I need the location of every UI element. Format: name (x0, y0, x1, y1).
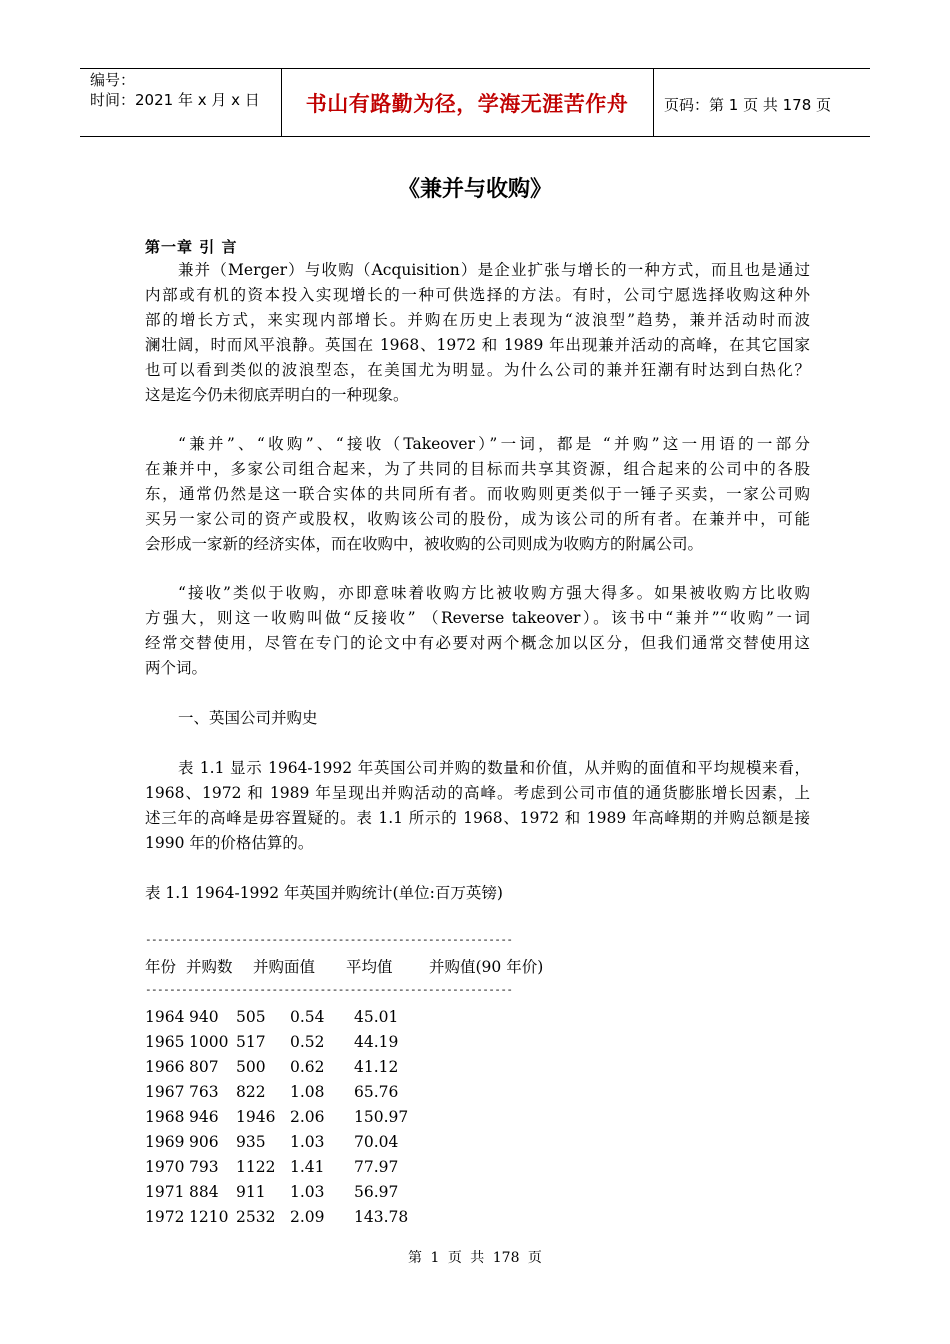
header-motto-cell (281, 69, 654, 136)
table-cell: 44.19 (354, 1033, 399, 1051)
table-cell: 0.52 (290, 1033, 325, 1051)
table-header-cell: 并购数 (186, 958, 233, 976)
table-cell: 1122 (236, 1158, 276, 1176)
paragraph-line: 1990 年的价格估算的。 (145, 834, 314, 852)
paragraph-line: 两个词。 (145, 659, 208, 677)
table-header-cell: 并购值(90 年价) (429, 958, 544, 976)
paragraph-line: 也可以看到类似的波浪型态，在美国尤为明显。为什么公司的兼并狂潮有时达到白热化？ (145, 361, 810, 379)
paragraph-line: 经常交替使用，尽管在专门的论文中有必要对两个概念加以区分，但我们通常交替使用这 (145, 634, 810, 652)
table-cell: 1970 (145, 1158, 185, 1176)
table-cell: 1964 (145, 1008, 185, 1026)
table-cell: 1946 (236, 1108, 276, 1126)
document-title: 《兼并与收购》 (397, 177, 552, 202)
table-cell: 500 (236, 1058, 266, 1076)
page-info: 页码：第 1 页 共 178 页 (664, 96, 832, 114)
table-cell: 1966 (145, 1058, 185, 1076)
serial-label: 编号： (90, 71, 136, 89)
table-cell: 143.78 (354, 1208, 409, 1226)
paragraph-line: 方强大，则这一收购叫做“反接收” （Reverse takeover）。该书中“兼并”“收购”一词 (145, 609, 810, 627)
table-cell: 822 (236, 1083, 266, 1101)
table-header-cell: 平均值 (346, 958, 393, 976)
chapter-heading: 第一章 引 言 (145, 238, 238, 256)
paragraph-1 (145, 258, 810, 408)
table-cell: 935 (236, 1133, 266, 1151)
date-label: 时间：2021 年 x 月 x 日 (90, 91, 260, 109)
paragraph-2 (145, 432, 810, 557)
paragraph-line: 兼并（Merger）与收购（Acquisition）是企业扩张与增长的一种方式，而且也是通过 (178, 261, 810, 279)
paragraph-line: “兼并”、“收购”、“接收（Takeover）”一词，都是 “并购”这一用语的一部分 (178, 435, 810, 453)
table-cell: 70.04 (354, 1133, 399, 1151)
paragraph-4 (145, 756, 810, 856)
table-cell: 2532 (236, 1208, 276, 1226)
table-cell: 1965 (145, 1033, 185, 1051)
table-cell: 56.97 (354, 1183, 399, 1201)
paragraph-line: 部的增长方式，来实现内部增长。并购在历史上表现为“波浪型”趋势，兼并活动时而波 (145, 311, 810, 329)
table-cell: 1210 (189, 1208, 229, 1226)
paragraph-line: 会形成一家新的经济实体，而在收购中，被收购的公司则成为收购方的附属公司。 (145, 535, 704, 553)
table-cell: 1967 (145, 1083, 185, 1101)
table-cell: 45.01 (354, 1008, 399, 1026)
paragraph-line: 这是迄今仍未彻底弄明白的一种现象。 (145, 386, 409, 404)
table-cell: 1968 (145, 1108, 185, 1126)
section-heading: 一、英国公司并购史 (178, 709, 318, 727)
table-cell: 65.76 (354, 1083, 399, 1101)
table-caption: 表 1.1 1964-1992 年英国并购统计(单位:百万英镑) (145, 884, 503, 902)
table-cell: 1.03 (290, 1133, 325, 1151)
paragraph-line: 买另一家公司的资产或股权，收购该公司的股份，成为该公司的所有者。在兼并中，可能 (145, 510, 810, 528)
table-cell: 0.54 (290, 1008, 325, 1026)
table-header-cell: 年份 (145, 958, 177, 976)
table-cell: 946 (189, 1108, 219, 1126)
paragraph-3 (145, 581, 810, 681)
table-cell: 763 (189, 1083, 219, 1101)
table-cell: 1.08 (290, 1083, 325, 1101)
table-cell: 793 (189, 1158, 219, 1176)
paragraph-line: 东，通常仍然是这一联合实体的共同所有者。而收购则更类似于一锤子买卖，一家公司购 (145, 485, 810, 503)
header-meta-cell (80, 69, 282, 136)
table-header-cell: 并购面值 (253, 958, 316, 976)
table-cell: 1000 (189, 1033, 229, 1051)
paragraph-line: 表 1.1 显示 1964-1992 年英国公司并购的数量和价值，从并购的面值和平均规模来看， (178, 759, 810, 777)
table-rule-top: ------------------------------------------------------------- (145, 933, 513, 946)
table-cell: 1972 (145, 1208, 185, 1226)
table-cell: 150.97 (354, 1108, 409, 1126)
table-cell: 906 (189, 1133, 219, 1151)
table-cell: 517 (236, 1033, 266, 1051)
header-page-cell (654, 69, 870, 136)
table-cell: 41.12 (354, 1058, 399, 1076)
table-cell: 884 (189, 1183, 219, 1201)
table-cell: 1969 (145, 1133, 185, 1151)
table-cell: 807 (189, 1058, 219, 1076)
table-cell: 940 (189, 1008, 219, 1026)
table-cell: 2.06 (290, 1108, 325, 1126)
paragraph-line: 内部或有机的资本投入实现增长的一种可供选择的方法。有时，公司宁愿选择收购这种外 (145, 286, 810, 304)
table-cell: 77.97 (354, 1158, 399, 1176)
table-cell: 1.41 (290, 1158, 325, 1176)
motto: 书山有路勤为径，学海无涯苦作舟 (305, 92, 629, 116)
paragraph-line: 澜壮阔，时而风平浪静。英国在 1968、1972 和 1989 年出现兼并活动的高峰，在其它国家 (145, 336, 810, 354)
table-rule-middle: ------------------------------------------------------------- (145, 983, 513, 996)
page-footer: 第 1 页 共 178 页 (408, 1250, 542, 1266)
table-cell: 0.62 (290, 1058, 325, 1076)
table-cell: 505 (236, 1008, 266, 1026)
page-header (80, 68, 870, 137)
table-cell: 2.09 (290, 1208, 325, 1226)
paragraph-line: 1968、1972 和 1989 年呈现出并购活动的高峰。考虑到公司市值的通货膨胀增长因素，上 (145, 784, 810, 802)
paragraph-line: 在兼并中，多家公司组合起来，为了共同的目标而共享其资源，组合起来的公司中的各股 (145, 460, 810, 478)
paragraph-line: “接收”类似于收购，亦即意味着收购方比被收购方强大得多。如果被收购方比收购 (178, 584, 810, 602)
table-cell: 911 (236, 1183, 266, 1201)
table-cell: 1.03 (290, 1183, 325, 1201)
paragraph-line: 述三年的高峰是毋容置疑的。表 1.1 所示的 1968、1972 和 1989 年高峰期的并购总额是接 (145, 809, 810, 827)
table-cell: 1971 (145, 1183, 185, 1201)
